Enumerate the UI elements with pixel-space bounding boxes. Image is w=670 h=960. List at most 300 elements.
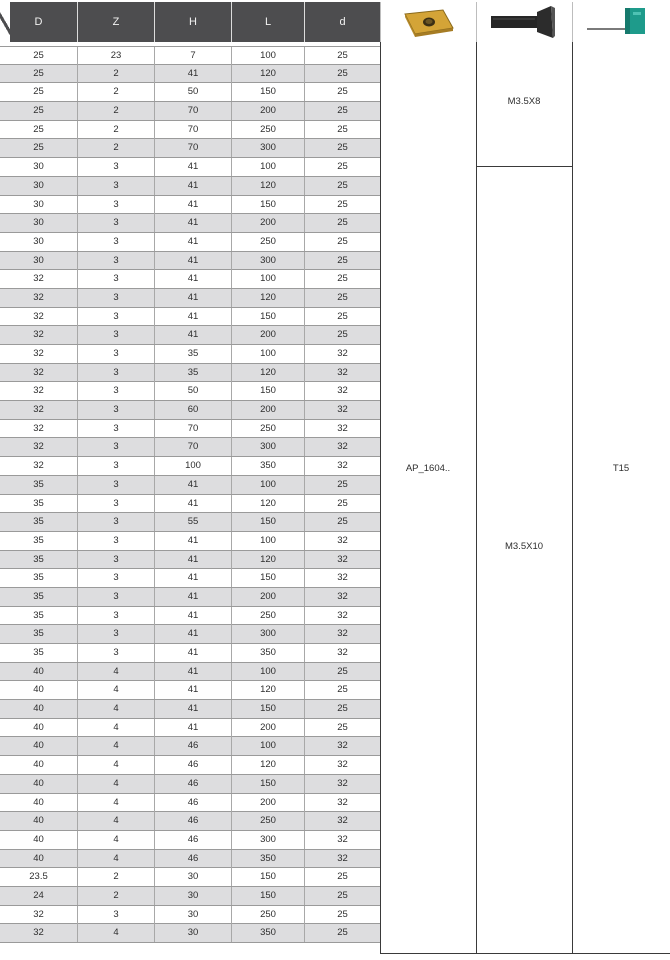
cell-Z: 3 — [77, 308, 154, 326]
cell-Z: 3 — [77, 214, 154, 232]
cell-D: 40 — [33, 796, 44, 808]
cell-Z: 3 — [77, 438, 154, 456]
table-row — [0, 326, 380, 345]
cell-Z: 2 — [77, 83, 154, 101]
table-row — [0, 401, 380, 420]
cell-L: 250 — [231, 906, 304, 924]
cell-Z: 4 — [77, 737, 154, 755]
cell-d: 25 — [304, 65, 380, 83]
cell-D: 32 — [33, 310, 44, 322]
cell-d: 25 — [304, 924, 380, 942]
cell-Z: 2 — [77, 65, 154, 83]
cell-H: 46 — [154, 775, 231, 793]
cell-Z: 3 — [77, 345, 154, 363]
cell-d: 32 — [304, 644, 380, 662]
cell-Z: 4 — [77, 756, 154, 774]
cell-D: 40 — [33, 759, 44, 771]
table-header — [0, 2, 380, 42]
table-row — [0, 46, 380, 65]
cell-H: 50 — [154, 382, 231, 400]
screw-header — [476, 2, 572, 42]
cell-L: 120 — [231, 65, 304, 83]
table-row — [0, 906, 380, 925]
table-row — [0, 588, 380, 607]
cell-d: 25 — [304, 139, 380, 157]
cell-d: 25 — [304, 906, 380, 924]
cell-D: 40 — [33, 684, 44, 696]
cell-L: 300 — [231, 625, 304, 643]
cell-H: 41 — [154, 607, 231, 625]
cell-L: 150 — [231, 887, 304, 905]
cell-d: 25 — [304, 289, 380, 307]
cell-D: 40 — [33, 665, 44, 677]
cell-L: 300 — [231, 438, 304, 456]
cell-H: 46 — [154, 850, 231, 868]
cell-H: 41 — [154, 532, 231, 550]
table-row — [0, 513, 380, 532]
screw-size-long: M3.5X10 — [504, 541, 544, 552]
cell-H: 50 — [154, 83, 231, 101]
cell-d: 25 — [304, 177, 380, 195]
cell-H: 46 — [154, 794, 231, 812]
cell-D: 35 — [33, 534, 44, 546]
cell-d: 25 — [304, 270, 380, 288]
cell-Z: 3 — [77, 382, 154, 400]
table-row — [0, 382, 380, 401]
cell-Z: 4 — [77, 719, 154, 737]
cell-L: 150 — [231, 308, 304, 326]
cell-D: 32 — [33, 927, 44, 939]
cell-d: 32 — [304, 457, 380, 475]
table-row — [0, 121, 380, 140]
table-row — [0, 775, 380, 794]
cell-L: 120 — [231, 681, 304, 699]
cell-D: 40 — [33, 815, 44, 827]
cell-Z: 2 — [77, 139, 154, 157]
cell-H: 41 — [154, 476, 231, 494]
cell-H: 41 — [154, 663, 231, 681]
divider-line — [476, 42, 477, 954]
cell-L: 250 — [231, 607, 304, 625]
table-row — [0, 756, 380, 775]
cell-H: 46 — [154, 756, 231, 774]
cell-Z: 3 — [77, 625, 154, 643]
cell-Z: 4 — [77, 794, 154, 812]
cell-d: 25 — [304, 719, 380, 737]
cell-L: 150 — [231, 196, 304, 214]
cell-D: 30 — [33, 198, 44, 210]
cell-d: 32 — [304, 551, 380, 569]
header-D: D — [34, 16, 43, 28]
cell-d: 25 — [304, 308, 380, 326]
cell-d: 32 — [304, 756, 380, 774]
table-row — [0, 214, 380, 233]
cell-L: 250 — [231, 233, 304, 251]
cell-Z: 4 — [77, 775, 154, 793]
cell-Z: 3 — [77, 252, 154, 270]
table-row — [0, 308, 380, 327]
cell-D: 25 — [33, 142, 44, 154]
cell-d: 25 — [304, 681, 380, 699]
cell-d: 32 — [304, 812, 380, 830]
cell-d: 25 — [304, 700, 380, 718]
cell-d: 25 — [304, 214, 380, 232]
cell-d: 32 — [304, 345, 380, 363]
cell-L: 150 — [231, 382, 304, 400]
cell-H: 41 — [154, 681, 231, 699]
cell-L: 150 — [231, 700, 304, 718]
table-row — [0, 196, 380, 215]
cell-L: 150 — [231, 775, 304, 793]
cell-d: 32 — [304, 569, 380, 587]
cell-L: 150 — [231, 569, 304, 587]
cell-D: 35 — [33, 628, 44, 640]
table-row — [0, 700, 380, 719]
cell-Z: 3 — [77, 906, 154, 924]
cell-D: 40 — [33, 740, 44, 752]
cell-Z: 3 — [77, 607, 154, 625]
cell-H: 41 — [154, 233, 231, 251]
cell-H: 41 — [154, 700, 231, 718]
cell-d: 32 — [304, 382, 380, 400]
cell-H: 41 — [154, 719, 231, 737]
cell-L: 120 — [231, 551, 304, 569]
table-row — [0, 139, 380, 158]
cell-D: 25 — [33, 50, 44, 61]
cell-L: 250 — [231, 812, 304, 830]
cell-Z: 4 — [77, 850, 154, 868]
divider-line — [572, 42, 573, 954]
cell-Z: 3 — [77, 158, 154, 176]
cell-D: 35 — [33, 553, 44, 565]
table-row — [0, 850, 380, 869]
cell-Z: 3 — [77, 495, 154, 513]
cell-L: 350 — [231, 457, 304, 475]
table-row — [0, 551, 380, 570]
cell-L: 150 — [231, 868, 304, 886]
header-d: d — [304, 2, 380, 42]
header-L: L — [231, 2, 304, 42]
cell-Z: 3 — [77, 551, 154, 569]
cell-L: 350 — [231, 924, 304, 942]
cell-D: 35 — [33, 497, 44, 509]
cell-D: 32 — [33, 273, 44, 285]
cell-d: 32 — [304, 532, 380, 550]
cell-L: 100 — [231, 663, 304, 681]
cell-D: 32 — [33, 441, 44, 453]
cell-H: 70 — [154, 102, 231, 120]
cell-H: 41 — [154, 308, 231, 326]
cell-Z: 3 — [77, 513, 154, 531]
cell-D: 30 — [33, 235, 44, 247]
cell-H: 100 — [154, 457, 231, 475]
cell-H: 46 — [154, 812, 231, 830]
cell-H: 7 — [154, 47, 231, 65]
cell-H: 41 — [154, 196, 231, 214]
cell-d: 25 — [304, 83, 380, 101]
cell-Z: 3 — [77, 457, 154, 475]
cell-D: 35 — [33, 609, 44, 621]
cell-H: 41 — [154, 65, 231, 83]
cell-d: 32 — [304, 420, 380, 438]
cell-D: 40 — [33, 721, 44, 733]
cell-L: 200 — [231, 719, 304, 737]
cell-Z: 3 — [77, 326, 154, 344]
cell-H: 70 — [154, 438, 231, 456]
cell-Z: 4 — [77, 700, 154, 718]
cell-H: 41 — [154, 252, 231, 270]
table-row — [0, 681, 380, 700]
cell-H: 30 — [154, 906, 231, 924]
table-row — [0, 158, 380, 177]
key-header — [572, 2, 670, 42]
cell-H: 41 — [154, 214, 231, 232]
cell-D: 35 — [33, 572, 44, 584]
table-row — [0, 569, 380, 588]
cell-D: 30 — [33, 254, 44, 266]
cell-D: 32 — [33, 329, 44, 341]
cell-D: 32 — [33, 422, 44, 434]
cell-d: 32 — [304, 850, 380, 868]
cell-H: 70 — [154, 420, 231, 438]
cell-D: 32 — [33, 366, 44, 378]
cell-L: 100 — [231, 47, 304, 65]
cell-D: 40 — [33, 833, 44, 845]
cell-d: 25 — [304, 47, 380, 65]
cell-D: 32 — [33, 385, 44, 397]
cell-H: 46 — [154, 737, 231, 755]
cell-L: 100 — [231, 476, 304, 494]
table-row — [0, 476, 380, 495]
cell-D: 25 — [33, 86, 44, 98]
cell-L: 150 — [231, 513, 304, 531]
cell-Z: 4 — [77, 681, 154, 699]
cell-L: 100 — [231, 345, 304, 363]
table-row — [0, 65, 380, 84]
cell-D: 24 — [33, 889, 44, 901]
cell-D: 25 — [33, 67, 44, 79]
cell-H: 30 — [154, 924, 231, 942]
bottom-border — [380, 953, 670, 954]
cell-H: 70 — [154, 139, 231, 157]
cell-L: 100 — [231, 532, 304, 550]
cell-L: 100 — [231, 270, 304, 288]
cell-L: 300 — [231, 139, 304, 157]
table-row — [0, 831, 380, 850]
cell-Z: 3 — [77, 420, 154, 438]
cell-H: 41 — [154, 326, 231, 344]
cell-D: 32 — [33, 348, 44, 359]
cell-Z: 23 — [77, 47, 154, 65]
cell-H: 41 — [154, 270, 231, 288]
cell-D: 35 — [33, 647, 44, 658]
cell-Z: 4 — [77, 831, 154, 849]
table-row — [0, 420, 380, 439]
cell-Z: 4 — [77, 663, 154, 681]
cell-L: 100 — [231, 158, 304, 176]
carbide-insert-icon — [381, 2, 477, 42]
cell-D: 25 — [33, 123, 44, 135]
table-row — [0, 252, 380, 271]
table-row — [0, 868, 380, 887]
cell-L: 120 — [231, 364, 304, 382]
cell-H: 30 — [154, 868, 231, 886]
cell-Z: 3 — [77, 401, 154, 419]
cell-d: 32 — [304, 737, 380, 755]
insert-header — [380, 2, 476, 42]
cell-d: 32 — [304, 438, 380, 456]
cell-d: 32 — [304, 588, 380, 606]
table-row — [0, 345, 380, 364]
cell-Z: 3 — [77, 644, 154, 662]
cell-d: 25 — [304, 252, 380, 270]
cell-d: 32 — [304, 364, 380, 382]
table-row — [0, 625, 380, 644]
cell-d: 25 — [304, 233, 380, 251]
cell-D: 35 — [33, 590, 44, 602]
cell-L: 150 — [231, 83, 304, 101]
cell-d: 25 — [304, 102, 380, 120]
cell-d: 25 — [304, 663, 380, 681]
cell-H: 41 — [154, 289, 231, 307]
cell-L: 200 — [231, 214, 304, 232]
cell-d: 32 — [304, 831, 380, 849]
cell-H: 70 — [154, 121, 231, 139]
cell-Z: 3 — [77, 177, 154, 195]
cell-D: 25 — [33, 105, 44, 117]
cell-H: 41 — [154, 551, 231, 569]
table-row — [0, 270, 380, 289]
cell-H: 35 — [154, 345, 231, 363]
cell-D: 40 — [33, 852, 44, 864]
header-H: H — [154, 2, 231, 42]
cell-d: 25 — [304, 495, 380, 513]
cell-Z: 2 — [77, 102, 154, 120]
cell-d: 25 — [304, 513, 380, 531]
table-row — [0, 924, 380, 943]
torx-key-icon — [573, 2, 670, 42]
cell-D: 30 — [33, 179, 44, 191]
cell-d: 32 — [304, 401, 380, 419]
cell-L: 250 — [231, 420, 304, 438]
cell-D: 40 — [33, 777, 44, 789]
cell-Z: 3 — [77, 569, 154, 587]
cell-d: 25 — [304, 158, 380, 176]
cell-Z: 3 — [77, 532, 154, 550]
screw-group-divider — [476, 166, 572, 167]
cell-Z: 2 — [77, 121, 154, 139]
cell-d: 25 — [304, 868, 380, 886]
cell-Z: 3 — [77, 476, 154, 494]
cell-H: 41 — [154, 158, 231, 176]
table-row — [0, 233, 380, 252]
cell-d: 32 — [304, 607, 380, 625]
table-row — [0, 495, 380, 514]
cell-H: 41 — [154, 569, 231, 587]
table-row — [0, 532, 380, 551]
cell-H: 55 — [154, 513, 231, 531]
cell-H: 46 — [154, 831, 231, 849]
cell-Z: 3 — [77, 196, 154, 214]
cell-D: 32 — [33, 404, 44, 416]
cell-Z: 2 — [77, 868, 154, 886]
cell-d: 25 — [304, 476, 380, 494]
cell-L: 250 — [231, 121, 304, 139]
cell-d: 25 — [304, 121, 380, 139]
cell-Z: 4 — [77, 924, 154, 942]
cell-L: 300 — [231, 252, 304, 270]
cell-Z: 3 — [77, 270, 154, 288]
table-row — [0, 83, 380, 102]
cell-D: 35 — [33, 478, 44, 490]
table-row — [0, 102, 380, 121]
cell-L: 350 — [231, 644, 304, 662]
cell-d: 25 — [304, 326, 380, 344]
cell-D: 30 — [33, 217, 44, 229]
table-row — [0, 663, 380, 682]
table-row — [0, 438, 380, 457]
cell-Z: 3 — [77, 364, 154, 382]
divider-line — [380, 42, 381, 954]
cell-L: 200 — [231, 794, 304, 812]
key-size: T15 — [612, 463, 630, 474]
torx-screw-icon — [477, 2, 573, 42]
table-row — [0, 794, 380, 813]
cell-Z: 2 — [77, 887, 154, 905]
table-row — [0, 364, 380, 383]
cell-L: 200 — [231, 401, 304, 419]
table-row — [0, 607, 380, 626]
cell-L: 120 — [231, 177, 304, 195]
cell-L: 300 — [231, 831, 304, 849]
cell-D: 32 — [33, 291, 44, 303]
cell-L: 120 — [231, 756, 304, 774]
table-row — [0, 887, 380, 906]
cell-L: 350 — [231, 850, 304, 868]
cell-L: 120 — [231, 289, 304, 307]
cell-d: 32 — [304, 794, 380, 812]
table-row — [0, 812, 380, 831]
cell-L: 100 — [231, 737, 304, 755]
cell-L: 200 — [231, 588, 304, 606]
cell-L: 200 — [231, 102, 304, 120]
table-row — [0, 644, 380, 663]
cell-d: 25 — [304, 196, 380, 214]
cell-d: 32 — [304, 775, 380, 793]
cell-H: 41 — [154, 625, 231, 643]
screw-size-short: M3.5X8 — [507, 96, 541, 107]
cell-Z: 4 — [77, 812, 154, 830]
cell-Z: 3 — [77, 289, 154, 307]
cell-L: 120 — [231, 495, 304, 513]
cell-Z: 3 — [77, 233, 154, 251]
table-row — [0, 289, 380, 308]
header-Z: Z — [77, 2, 154, 42]
cell-D: 40 — [33, 703, 44, 715]
cell-H: 30 — [154, 887, 231, 905]
cell-L: 200 — [231, 326, 304, 344]
cell-H: 41 — [154, 588, 231, 606]
cell-H: 41 — [154, 177, 231, 195]
table-row — [0, 737, 380, 756]
cell-d: 32 — [304, 625, 380, 643]
parts-data-grid — [0, 46, 380, 943]
cell-H: 35 — [154, 364, 231, 382]
cell-Z: 3 — [77, 588, 154, 606]
table-row — [0, 457, 380, 476]
insert-code: AP_1604.. — [405, 463, 451, 474]
header-slash-decoration — [0, 2, 10, 42]
